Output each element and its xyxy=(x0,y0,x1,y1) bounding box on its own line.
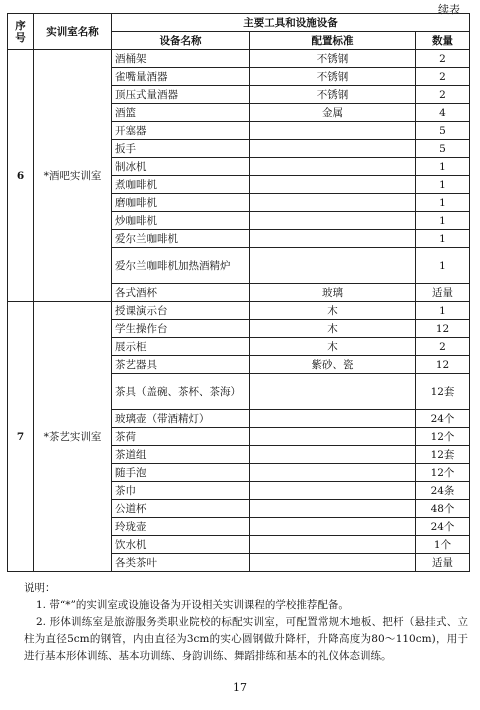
equipment-name: 公道杯 xyxy=(112,500,250,518)
header-group: 主要工具和设施设备 xyxy=(112,14,470,32)
quantity: 1 xyxy=(416,194,470,212)
quantity: 5 xyxy=(416,140,470,158)
equipment-name: 展示柜 xyxy=(112,338,250,356)
equipment-table xyxy=(7,13,470,572)
quantity: 2 xyxy=(416,68,470,86)
config-standard: 玻璃 xyxy=(250,284,416,302)
quantity: 2 xyxy=(416,338,470,356)
equipment-name: 玲珑壶 xyxy=(112,518,250,536)
equipment-name: 爱尔兰咖啡机 xyxy=(112,230,250,248)
config-standard: 不锈钢 xyxy=(250,68,416,86)
config-standard: 金属 xyxy=(250,104,416,122)
section-seq: 7 xyxy=(8,302,34,572)
note-1: 1. 带“*”的实训室或设施设备为开设相关实训课程的学校推荐配备。 xyxy=(36,599,349,611)
header-qty: 数量 xyxy=(416,32,470,50)
quantity: 1 xyxy=(416,176,470,194)
quantity: 2 xyxy=(416,86,470,104)
equipment-name: 爱尔兰咖啡机加热酒精炉 xyxy=(112,248,250,284)
quantity: 1个 xyxy=(416,536,470,554)
config-standard xyxy=(250,410,416,428)
quantity: 24条 xyxy=(416,482,470,500)
quantity: 24个 xyxy=(416,410,470,428)
table-row xyxy=(8,50,470,68)
quantity: 适量 xyxy=(416,284,470,302)
quantity: 12个 xyxy=(416,428,470,446)
equipment-name: 茶具（盖碗、茶杯、茶海） xyxy=(112,374,250,410)
quantity: 1 xyxy=(416,248,470,284)
equipment-name: 茶艺器具 xyxy=(112,356,250,374)
continued-label: 续表 xyxy=(438,3,460,16)
quantity: 48个 xyxy=(416,500,470,518)
quantity: 1 xyxy=(416,212,470,230)
quantity: 12 xyxy=(416,356,470,374)
header-seq: 序号 xyxy=(8,14,34,50)
equipment-name: 顶压式量酒器 xyxy=(112,86,250,104)
config-standard xyxy=(250,428,416,446)
page-number: 17 xyxy=(233,681,247,694)
quantity: 12 xyxy=(416,320,470,338)
equipment-name: 各式酒杯 xyxy=(112,284,250,302)
config-standard: 木 xyxy=(250,302,416,320)
equipment-name: 开塞器 xyxy=(112,122,250,140)
equipment-name: 饮水机 xyxy=(112,536,250,554)
config-standard xyxy=(250,446,416,464)
config-standard xyxy=(250,248,416,284)
quantity: 2 xyxy=(416,50,470,68)
section-room: *茶艺实训室 xyxy=(34,302,112,572)
equipment-name: 雀嘴量酒器 xyxy=(112,68,250,86)
header-equip-name: 设备名称 xyxy=(112,32,250,50)
quantity: 12个 xyxy=(416,464,470,482)
equipment-name: 学生操作台 xyxy=(112,320,250,338)
config-standard xyxy=(250,212,416,230)
quantity: 1 xyxy=(416,158,470,176)
header-room: 实训室名称 xyxy=(34,14,112,50)
config-standard xyxy=(250,230,416,248)
equipment-name: 茶巾 xyxy=(112,482,250,500)
config-standard: 木 xyxy=(250,320,416,338)
config-standard xyxy=(250,554,416,572)
config-standard: 不锈钢 xyxy=(250,86,416,104)
config-standard xyxy=(250,176,416,194)
note-2: 2. 形体训练室是旅游服务类职业院校的标配实训室，可配置常规木地板、把杆（悬挂式、立柱为直径5cm的钢管，内由直径为3cm的实心圆钢做升降杆，升降高度为80～110cm)，用于进行基本形体训练、基本功训练、身韵训练、舞蹈排练和基本的礼仪体态训练。 xyxy=(24,616,468,662)
notes-title: 说明： xyxy=(24,582,56,594)
config-standard xyxy=(250,194,416,212)
table-row xyxy=(8,302,470,320)
config-standard xyxy=(250,374,416,410)
config-standard xyxy=(250,464,416,482)
config-standard: 木 xyxy=(250,338,416,356)
equipment-name: 茶道组 xyxy=(112,446,250,464)
section-room: *酒吧实训室 xyxy=(34,50,112,302)
quantity: 12套 xyxy=(416,374,470,410)
equipment-name: 扳手 xyxy=(112,140,250,158)
config-standard xyxy=(250,140,416,158)
equipment-name: 制冰机 xyxy=(112,158,250,176)
equipment-name: 炒咖啡机 xyxy=(112,212,250,230)
config-standard xyxy=(250,122,416,140)
quantity: 12套 xyxy=(416,446,470,464)
quantity: 适量 xyxy=(416,554,470,572)
config-standard xyxy=(250,518,416,536)
config-standard xyxy=(250,500,416,518)
equipment-name: 授课演示台 xyxy=(112,302,250,320)
notes xyxy=(24,580,468,665)
header-config: 配置标准 xyxy=(250,32,416,50)
quantity: 4 xyxy=(416,104,470,122)
config-standard xyxy=(250,158,416,176)
config-standard: 不锈钢 xyxy=(250,50,416,68)
config-standard xyxy=(250,536,416,554)
equipment-name: 酒篮 xyxy=(112,104,250,122)
equipment-name: 磨咖啡机 xyxy=(112,194,250,212)
equipment-name: 茶荷 xyxy=(112,428,250,446)
quantity: 5 xyxy=(416,122,470,140)
config-standard xyxy=(250,482,416,500)
equipment-name: 酒桶架 xyxy=(112,50,250,68)
equipment-name: 玻璃壶（带酒精灯） xyxy=(112,410,250,428)
config-standard: 紫砂、瓷 xyxy=(250,356,416,374)
equipment-name: 各类茶叶 xyxy=(112,554,250,572)
quantity: 24个 xyxy=(416,518,470,536)
quantity: 1 xyxy=(416,302,470,320)
quantity: 1 xyxy=(416,230,470,248)
equipment-name: 随手泡 xyxy=(112,464,250,482)
section-seq: 6 xyxy=(8,50,34,302)
equipment-name: 煮咖啡机 xyxy=(112,176,250,194)
